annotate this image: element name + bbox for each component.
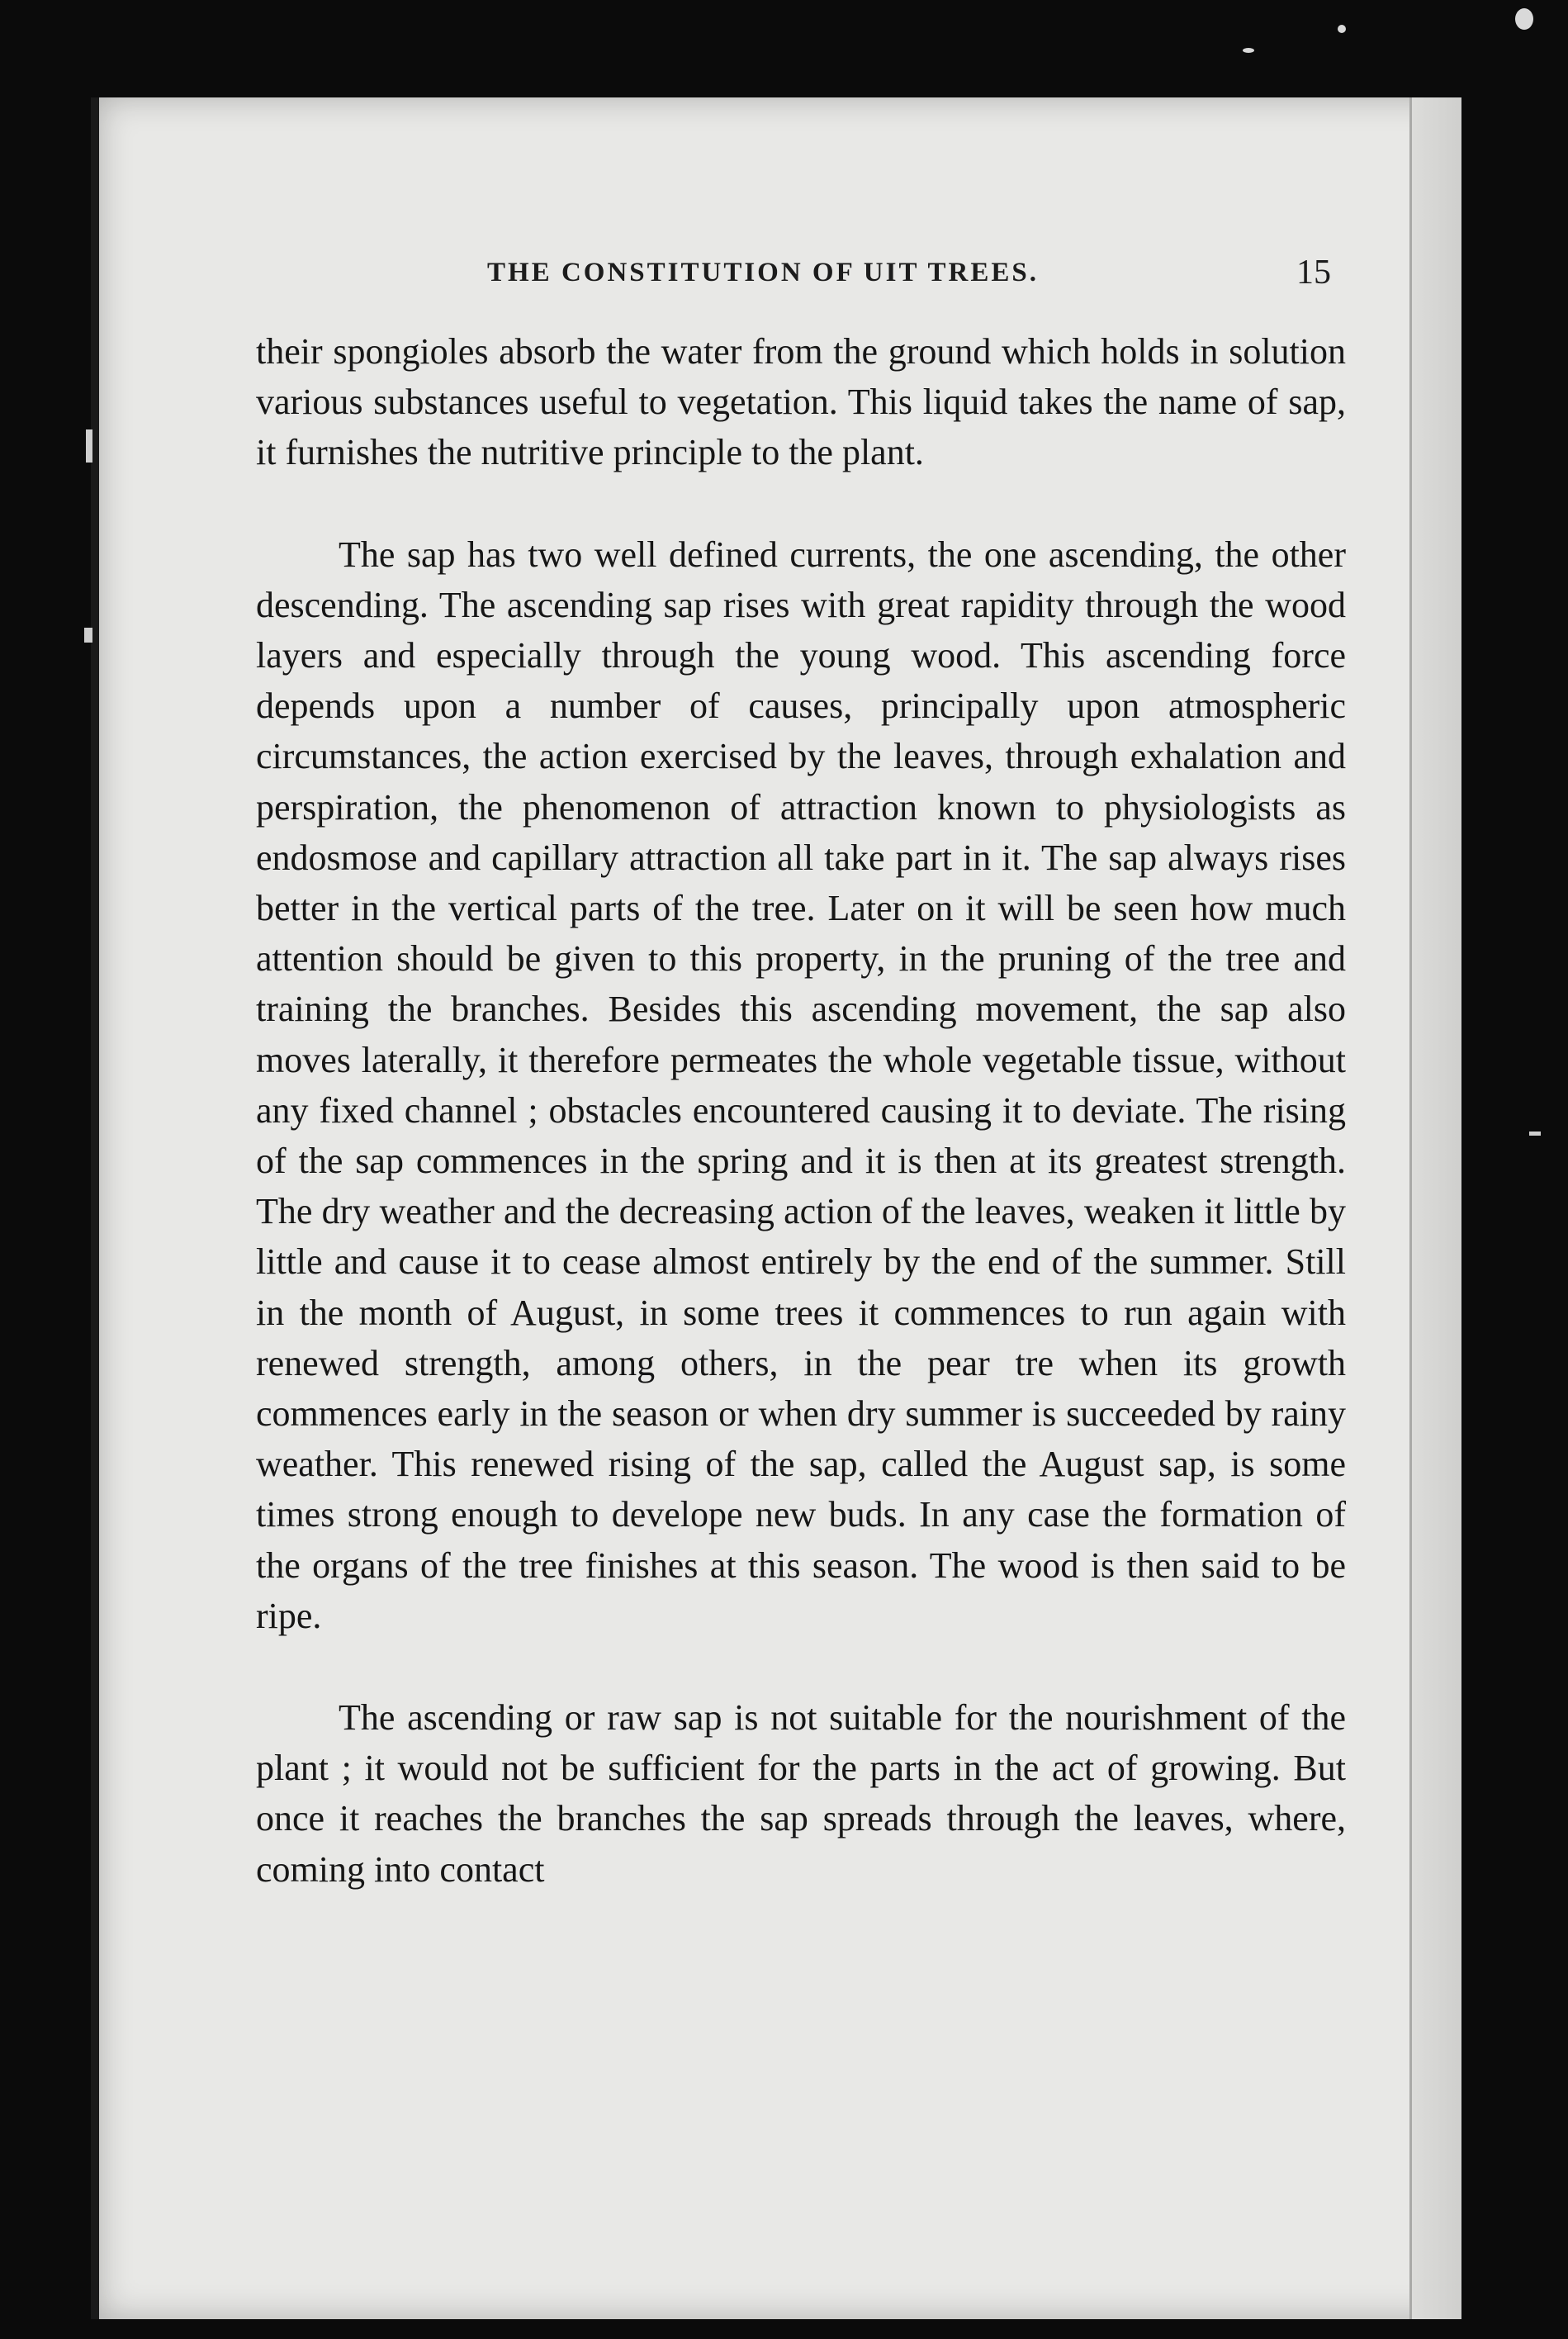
page-number: 15 — [1296, 254, 1331, 292]
paragraph-raw-sap: The ascending or raw sap is not suitable for the nourishment of the plant ; it would not be sufficient for the parts in the act of growing. But once it reaches the branches the sap spreads through the leaves, where, coming into contact — [256, 1697, 1346, 1890]
paragraph-sap-currents: The sap has two well defined currents, the one ascending, the other descending. The ascending sap rises with great rapidity through the wood layers and especially through the young wood. This ascending force depends upon a number of causes, principally upon atmospheric circumstances, the action exercised by the leaves, through exhalation and perspiration, the phenomenon of attraction known to physiologists as endosmose and capillary attraction all take part in it. The sap always rises better in the vertical parts of the tree. Later on it will be seen how much attention should be given to this property, in the pruning of the tree and training the branches. Besides this ascending movement, the sap also moves laterally, it therefore permeates the whole vegetable tissue, without any fixed channel ; obstacles encountered causing it to deviate. The rising of the sap commences in the spring and it is then at its greatest strength. The dry weather and the decreasing action of the leaves, weaken it little by little and cause it to cease almost entirely by the end of the summer. Still in the month of August, in some trees it commences to run again with renewed strength, among others, in the pear tre when its growth commences early in the season or when dry summer is succeeded by rainy weather. This renewed rising of the sap, called the August sap, is some times strong enough to develope new buds. In any case the formation of the organs of the tree finishes at this season. The wood is then said to be ripe. — [256, 534, 1346, 1636]
scan-speck — [1243, 48, 1254, 53]
running-head-title: THE CONSTITUTION OF UIT TREES. — [487, 258, 1039, 287]
page-fold-edge — [1409, 97, 1461, 2319]
body-text — [256, 326, 1346, 1895]
scan-speck — [1515, 8, 1533, 30]
scan-edge-mark — [86, 429, 92, 463]
scan-speck — [1338, 25, 1346, 33]
running-head — [264, 254, 1404, 299]
paragraph-continued: their spongioles absorb the water from the ground which holds in solution various substances useful to vegetation. This liquid takes the name of sap, it furnishes the nutritive principle to the plant. — [256, 331, 1346, 473]
scan-edge-mark — [84, 628, 92, 643]
scan-edge-mark — [1529, 1132, 1541, 1136]
